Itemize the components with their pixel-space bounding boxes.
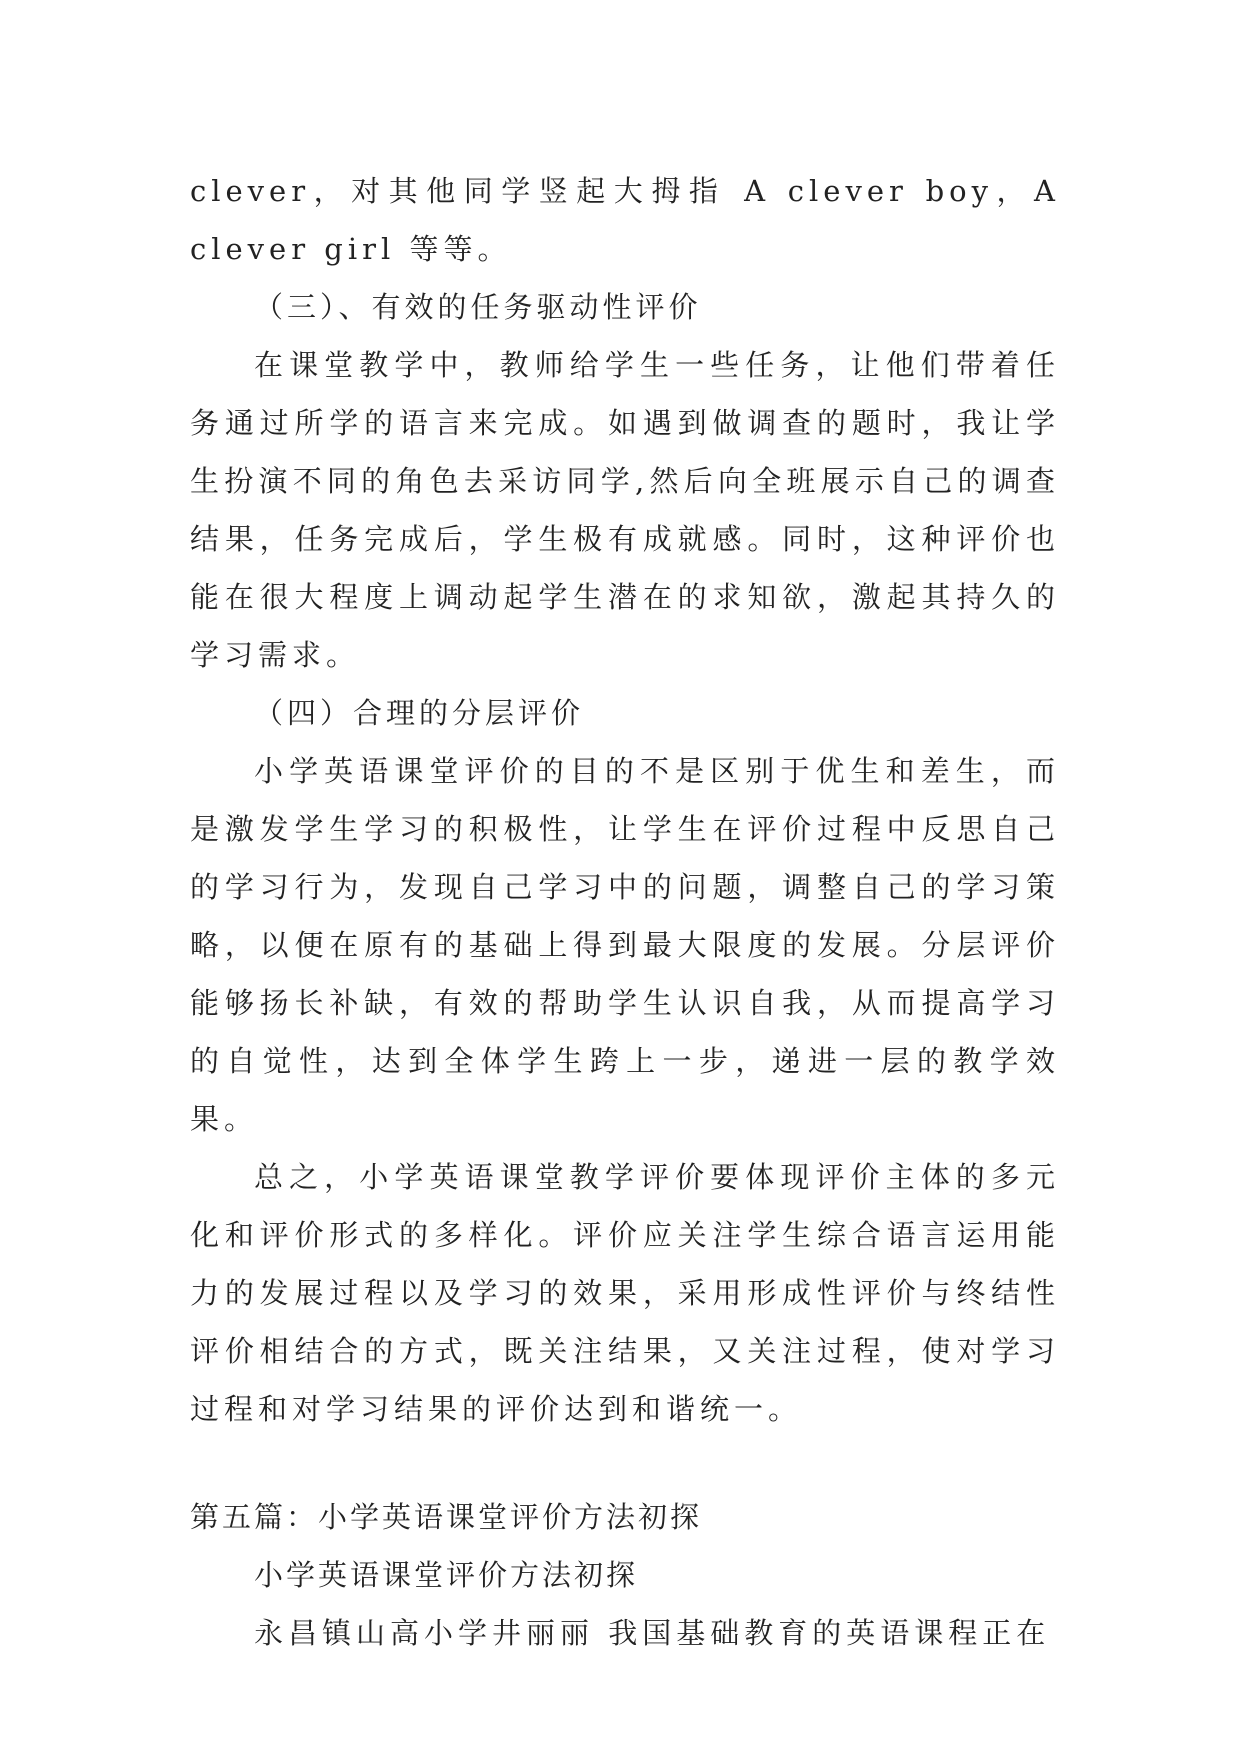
paragraph-summary: 总之，小学英语课堂教学评价要体现评价主体的多元化和评价形式的多样化。评价应关注学生综合语言运用能力的发展过程以及学习的效果，采用形成性评价与终结性评价相结合的方式，既关注结果，又关注过程，使对学习过程和对学习结果的评价达到和谐统一。 [190, 1160, 1060, 1426]
paragraph-intro: 永昌镇山高小学井丽丽 我国基础教育的英语课程正在 [254, 1616, 1051, 1650]
paragraph-task-driven: 在课堂教学中，教师给学生一些任务，让他们带着任务通过所学的语言来完成。如遇到做调查的题时，我让学生扮演不同的角色去采访同学,然后向全班展示自己的调查结果，任务完成后，学生极有成就感。同时，这种评价也能在很大程度上调动起学生潜在的求知欲，激起其持久的学习需求。 [190, 348, 1060, 672]
paragraph-layered-evaluation: 小学英语课堂评价的目的不是区别于优生和差生，而是激发学生学习的积极性，让学生在评价过程中反思自己的学习行为，发现自己学习中的问题，调整自己的学习策略，以便在原有的基础上得到最大限度的发展。分层评价能够扬长补缺，有效的帮助学生认识自我，从而提高学习的自觉性，达到全体学生跨上一步，递进一层的教学效果。 [190, 754, 1060, 1136]
section-heading-3: （三）、有效的任务驱动性评价 [254, 290, 702, 324]
article-title: 小学英语课堂评价方法初探 [254, 1558, 639, 1592]
paragraph-continued: clever，对其他同学竖起大拇指 A clever boy，A clever girl 等等。 [190, 174, 1060, 266]
document-body [190, 162, 1060, 1662]
section-heading-4: （四）合理的分层评价 [254, 696, 585, 730]
chapter-title: 第五篇：小学英语课堂评价方法初探 [190, 1500, 703, 1534]
